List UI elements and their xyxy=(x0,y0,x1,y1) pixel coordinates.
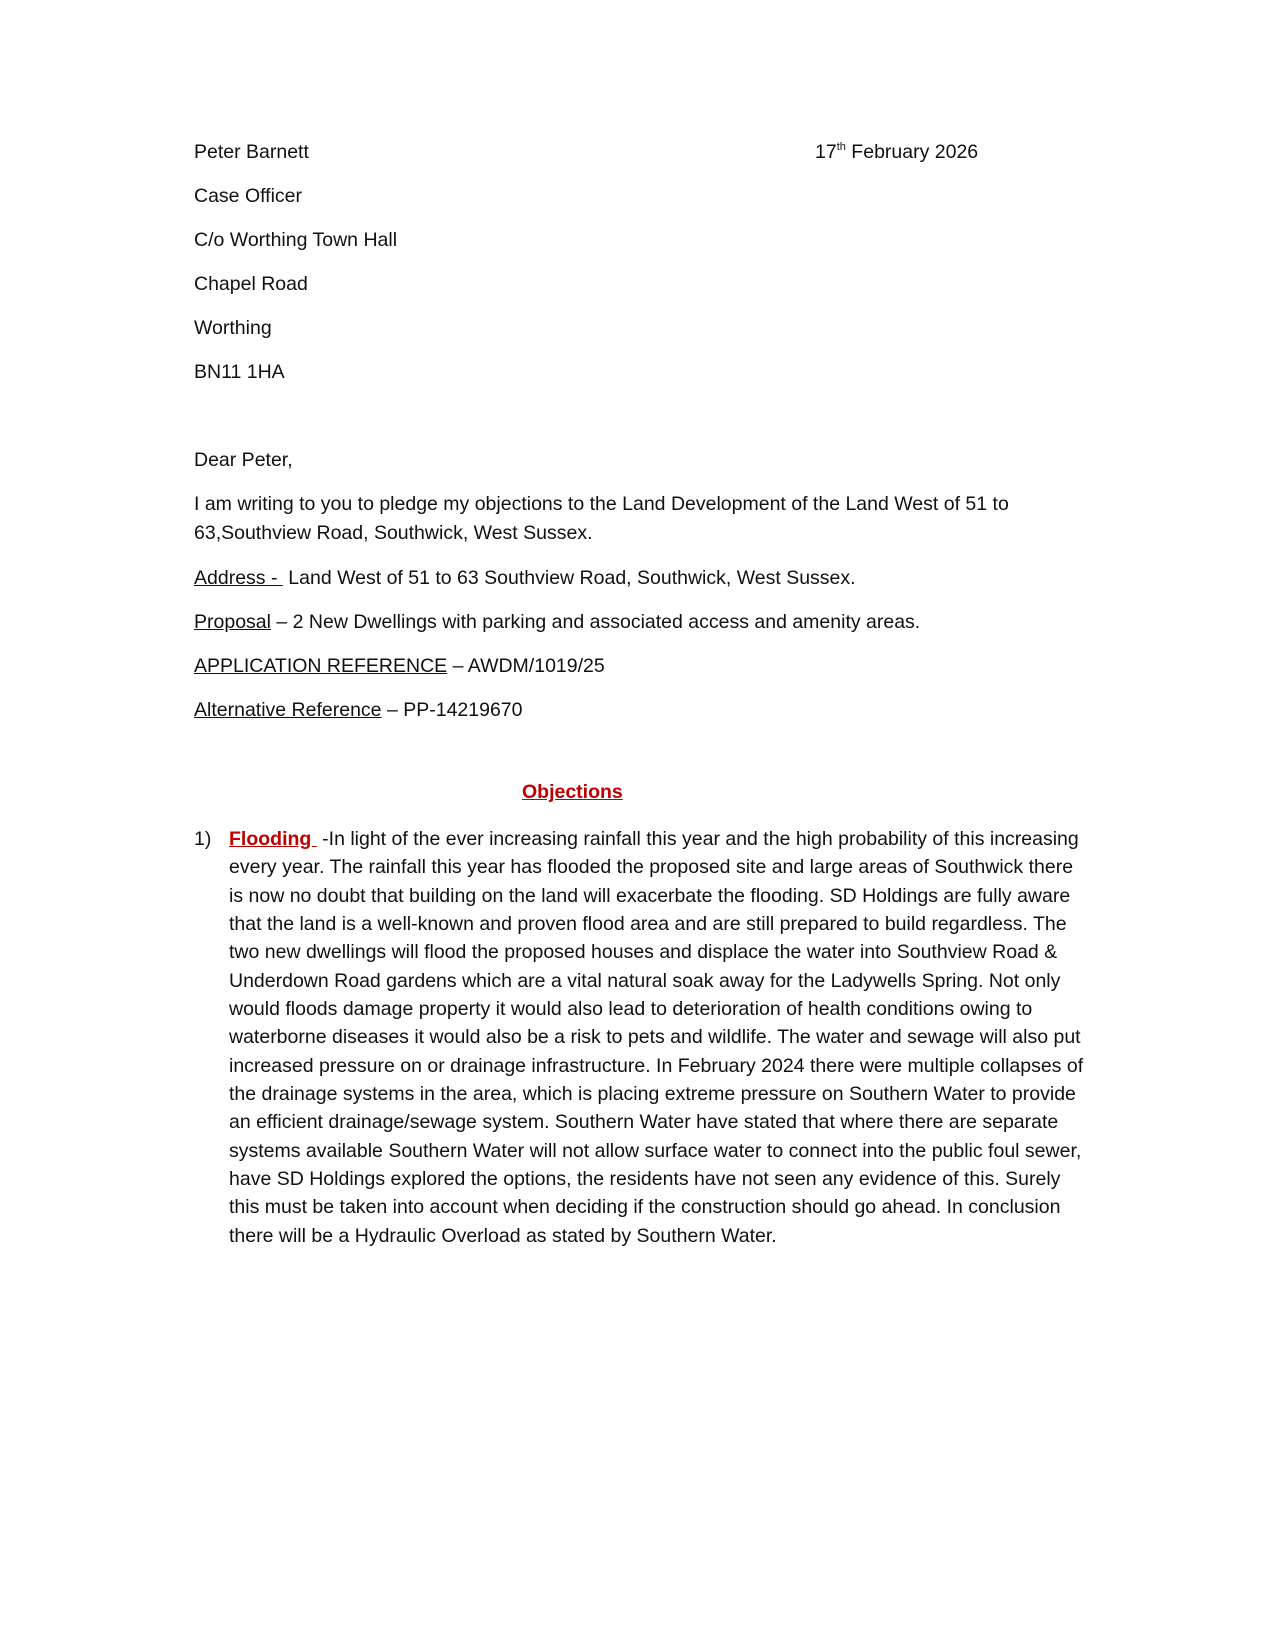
alternative-reference-value: – PP-14219670 xyxy=(381,699,523,721)
intro-paragraph: I am writing to you to pledge my objections to the Land Development of the Land West of 51 to 63,Southview Road, Southwick, West Sussex. xyxy=(194,493,1009,544)
proposal-label: Proposal xyxy=(194,611,271,633)
recipient-address-line2: Chapel Road xyxy=(194,273,308,295)
date-day: 17 xyxy=(815,141,837,163)
address-value: Land West of 51 to 63 Southview Road, Southwick, West Sussex. xyxy=(282,567,856,589)
recipient-postcode: BN11 1HA xyxy=(194,361,285,383)
date-suffix: th xyxy=(836,141,846,153)
recipient-title: Case Officer xyxy=(194,185,303,207)
proposal-detail xyxy=(194,610,920,634)
recipient-address-line1: C/o Worthing Town Hall xyxy=(194,229,398,251)
date-rest: February 2026 xyxy=(845,141,979,163)
application-reference xyxy=(194,654,605,678)
recipient-name: Peter Barnett xyxy=(194,141,309,163)
address-label: Address xyxy=(194,567,266,589)
address-separator: - xyxy=(265,567,283,589)
objection-item xyxy=(229,825,1084,1250)
address-detail xyxy=(194,566,856,590)
proposal-value: – 2 New Dwellings with parking and associated access and amenity areas. xyxy=(270,611,921,633)
objections-heading: Objections xyxy=(522,781,623,803)
recipient-town: Worthing xyxy=(194,317,272,339)
alternative-reference xyxy=(194,698,522,722)
objection-label: Flooding xyxy=(229,828,317,850)
application-reference-label: APPLICATION REFERENCE xyxy=(194,655,448,677)
application-reference-value: – AWDM/1019/25 xyxy=(447,655,605,677)
objection-number: 1) xyxy=(194,828,212,850)
alternative-reference-label: Alternative Reference xyxy=(194,699,382,721)
salutation: Dear Peter, xyxy=(194,449,293,471)
objection-text: -In light of the ever increasing rainfall this year and the high probability of this increasing every year. The rainfall this year has flooded the proposed site and large areas of Southwick there is now no doubt that building on the land will exacerbate the flooding. SD Holdings are fully aware that the land is a well-known and proven flood area and are still prepared to build regardless. The two new dwellings will flood the proposed houses and displace the water into Southview Road & Underdown Road gardens which are a vital natural soak away for the Ladywells Spring. Not only would floods damage property it would also lead to deterioration of health conditions owing to waterborne diseases it would also be a risk to pets and wildlife. The water and sewage will also put increased pressure on or drainage infrastructure. In February 2024 there were multiple collapses of the drainage systems in the area, which is placing extreme pressure on Southern Water to provide an efficient drainage/sewage system. Southern Water have stated that where there are separate systems available Southern Water will not allow surface water to connect into the public foul sewer, have SD Holdings explored the options, the residents have not seen any evidence of this. Surely this must be taken into account when deciding if the construction should go ahead. In conclusion there will be a Hydraulic Overload as stated by Southern Water. xyxy=(229,828,1084,1247)
letter-date xyxy=(815,140,978,164)
